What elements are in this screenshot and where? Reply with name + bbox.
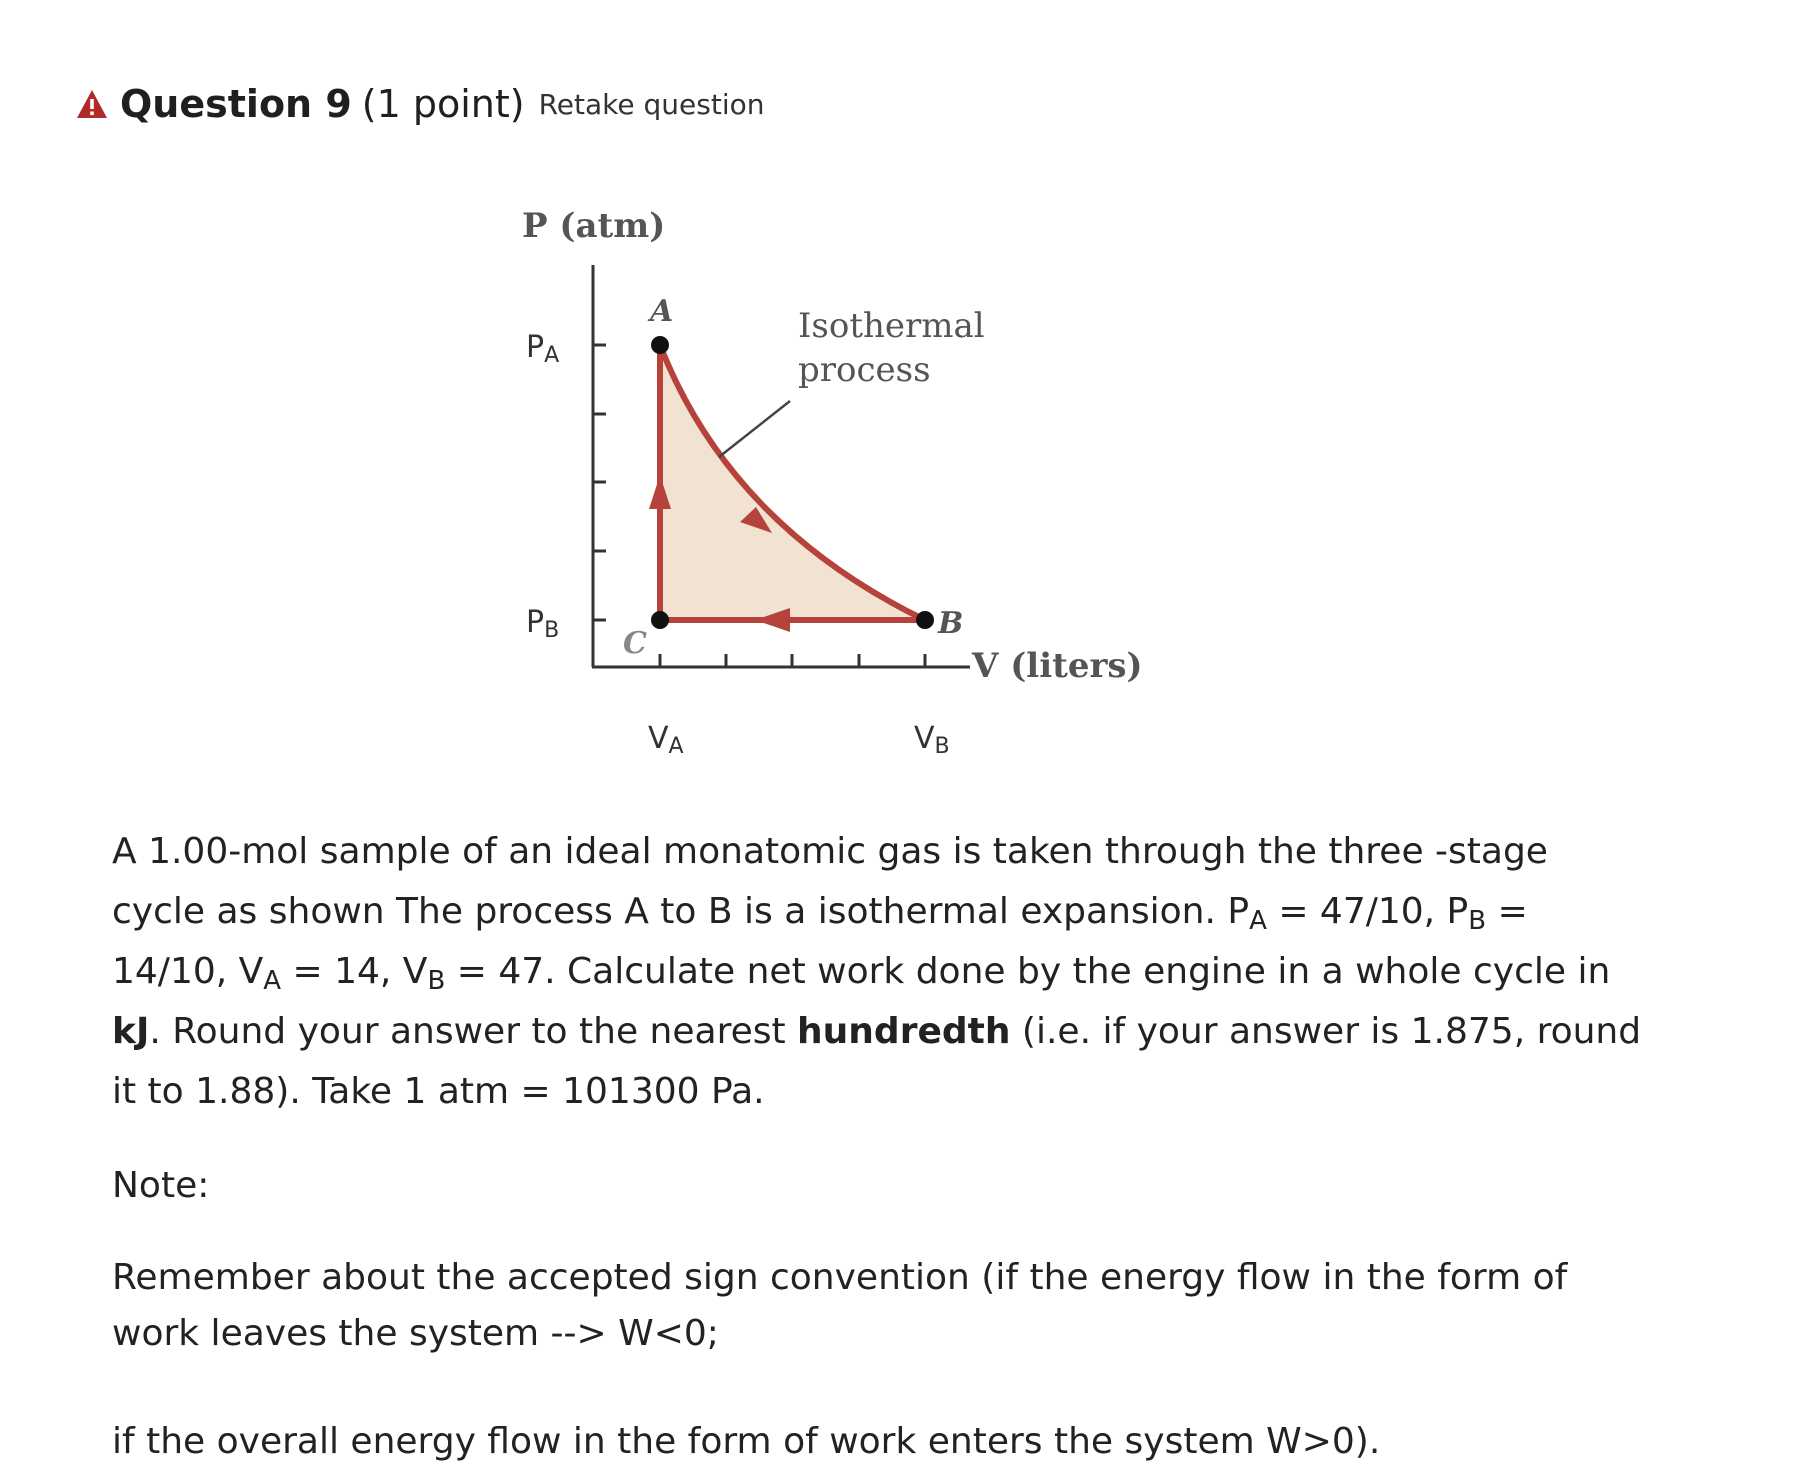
- pb-label: PB: [526, 605, 560, 643]
- point-c-label: C: [623, 626, 647, 661]
- note-line-2: if the overall energy flow in the form of work enters the system W>0).: [112, 1421, 1381, 1462]
- callout-line: [719, 401, 790, 457]
- pv-diagram: [490, 195, 1210, 795]
- point-b-dot: [916, 611, 934, 629]
- point-a-dot: [651, 336, 669, 354]
- warning-icon: [76, 88, 108, 120]
- question-header: [76, 82, 764, 126]
- point-c-dot: [651, 611, 669, 629]
- callout-isothermal: Isothermal: [798, 306, 985, 346]
- pa-label: PA: [526, 330, 560, 368]
- vb-label: VB: [914, 721, 950, 759]
- callout-process: process: [798, 350, 931, 390]
- question-text: A 1.00-mol sample of an ideal monatomic gas is taken through the three -stage cycle as shown The process A to B is a isothermal expansion. $P_A = 47/10$, $P_B = 14/10$, $V_A = 14$, $V_B = 47$. Calculate net work done by the engine in a whole cycle in kJ. Round your answer to the nearest hundredth (i.e. if your answer is 1.875, round it to 1.88). Take 1 atm = 101300 Pa.: [112, 831, 1642, 1112]
- question-body: [112, 822, 1642, 1472]
- note-line-1: Remember about the accepted sign convention (if the energy flow in the form of work leaves the system --> W<0;: [112, 1257, 1568, 1354]
- va-label: VA: [648, 721, 684, 759]
- question-points: (1 point): [361, 82, 525, 126]
- y-axis-title: P (atm): [522, 206, 666, 246]
- point-a-label: A: [650, 294, 674, 329]
- retake-question-link[interactable]: Retake question: [538, 87, 765, 121]
- point-b-label: B: [938, 606, 964, 641]
- question-title: Question 9: [120, 82, 352, 126]
- x-axis-title: V (liters): [972, 646, 1143, 686]
- note-label: Note:: [112, 1165, 210, 1206]
